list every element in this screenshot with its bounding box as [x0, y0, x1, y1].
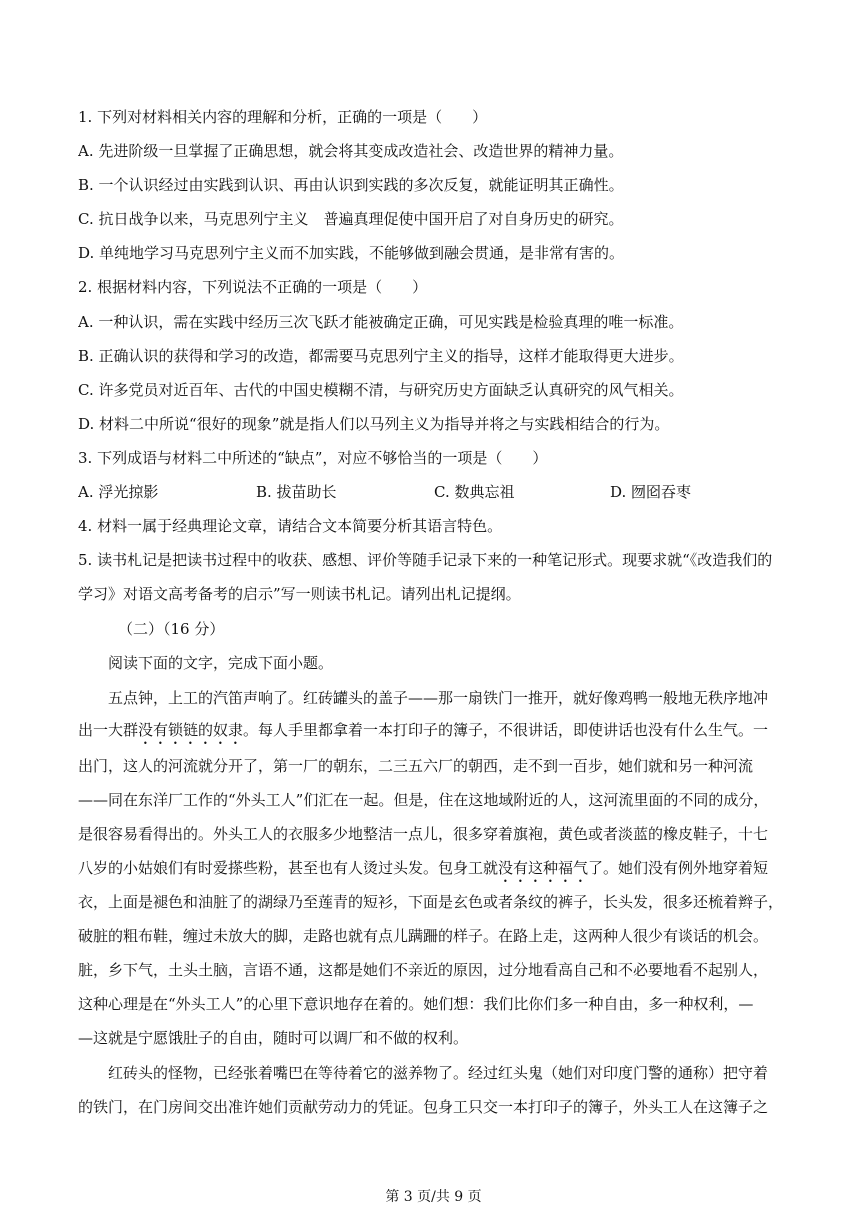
passage-line [78, 719, 797, 748]
q1-option-b: B. 一个认识经过由实践到认识、再由认识到实践的多次反复，就能证明其正确性。 [78, 176, 624, 194]
passage-text: 出一大群 [78, 721, 139, 739]
page-footer: 第 3 页/共 9 页 [385, 1189, 482, 1205]
q5-stem-line1: 5. 读书札记是把读书过程中的收获、感想、评价等随手记录下来的一种笔记形式。现要求就“《改造我们的 [78, 551, 773, 569]
q1-option-c: C. 抗日战争以来，马克思列宁主义 普遍真理促使中国开启了对自身历史的研究。 [78, 210, 624, 228]
q1-stem: 1. 下列对材料相关内容的理解和分析，正确的一项是（ ） [78, 108, 488, 126]
passage-text: 八岁的小姑娘们有时爱搽些粉，甚至也有人烫过头发。包身工就 [78, 859, 499, 877]
passage-line [78, 857, 797, 886]
q2-stem: 2. 根据材料内容，下列说法不正确的一项是（ ） [78, 278, 428, 296]
q3-options-row [78, 481, 797, 503]
q2-option-a: A. 一种认识，需在实践中经历三次飞跃才能被确定正确，可见实践是检验真理的唯一标准。 [78, 313, 684, 331]
q3-option-d: D. 囫囵吞枣 [610, 483, 692, 501]
q4-stem: 4. 材料一属于经典理论文章，请结合文本简要分析其语言特色。 [78, 517, 503, 535]
passage-line: 的铁门，在门房间交出准许她们贡献劳动力的凭证。包身工只交一本打印子的簿子，外头工人在这簿子之 [78, 1098, 769, 1116]
q3-option-a: A. 浮光掠影 [78, 483, 159, 501]
passage-line: 破脏的粗布鞋，缠过未放大的脚，走路也就有点儿蹒跚的样子。在路上走，这两种人很少有谈话的机会。 [78, 927, 769, 945]
passage-line: 脏，乡下气，土头土脑，言语不通，这都是她们不亲近的原因，过分地看高自己和不必要地看不起别人， [78, 961, 769, 979]
passage-text: 了。她们没有例外地穿着短 [588, 859, 769, 877]
passage-line: 五点钟，上工的汽笛声响了。红砖罐头的盖子——那一扇铁门一推开，就好像鸡鸭一般地无秩序地冲 [108, 689, 769, 707]
q2-option-b: B. 正确认识的获得和学习的改造，都需要马克思列宁主义的指导，这样才能取得更大进步。 [78, 347, 684, 365]
q2-option-c: C. 许多党员对近百年、古代的中国史模糊不清，与研究历史方面缺乏认真研究的风气相关。 [78, 381, 684, 399]
q3-option-b: B. 拔苗助长 [256, 483, 337, 501]
q1-option-a: A. 先进阶级一旦掌握了正确思想，就会将其变成改造社会、改造世界的精神力量。 [78, 142, 624, 160]
passage-line: 红砖头的怪物，已经张着嘴巴在等待着它的滋养物了。经过红头鬼（她们对印度门警的通称）把守着 [108, 1064, 769, 1082]
section-instruction: 阅读下面的文字，完成下面小题。 [108, 654, 334, 672]
section-heading: （二）（16 分） [118, 620, 225, 638]
passage-line: 这种心理是在“外头工人”的心里下意识地存在着的。她们想：我们比你们多一种自由，多一种权利，— [78, 995, 754, 1013]
q1-option-d: D. 单纯地学习马克思列宁主义而不加实践，不能够做到融会贯通，是非常有害的。 [78, 244, 625, 262]
emphasized-phrase: 没有锁链的奴隶 [138, 721, 244, 739]
q3-stem: 3. 下列成语与材料二中所述的“缺点”，对应不够恰当的一项是（ ） [78, 449, 548, 467]
emphasized-phrase: 没有这种福气 [498, 859, 589, 877]
q3-option-c: C. 数典忘祖 [434, 483, 515, 501]
passage-line: ——同在东洋厂工作的“外头工人”们汇在一起。但是，住在这地域附近的人，这河流里面的不同的成分， [78, 791, 769, 809]
passage-line: 衣，上面是褪色和油脏了的湖绿乃至莲青的短衫，下面是玄色或者条纹的裤子，长头发，很多还梳着辫子， [78, 893, 784, 911]
passage-text: 。每人手里都拿着一本打印子的簿子，不很讲话，即使讲话也没有什么生气。一 [243, 721, 769, 739]
q2-option-d: D. 材料二中所说“很好的现象”就是指人们以马列主义为指导并将之与实践相结合的行为。 [78, 415, 670, 433]
passage-line: —这就是宁愿饿肚子的自由，随时可以调厂和不做的权利。 [78, 1029, 469, 1047]
passage-line: 出门，这人的河流就分开了，第一厂的朝东，二三五六厂的朝西，走不到一百步，她们就和另一种河流 [78, 757, 754, 775]
passage-line: 是很容易看得出的。外头工人的衣服多少地整洁一点儿，很多穿着旗袍，黄色或者淡蓝的橡皮鞋子，十七 [78, 825, 769, 843]
q5-stem-line2: 学习》对语文高考备考的启示”写一则读书札记。请列出札记提纲。 [78, 585, 521, 603]
